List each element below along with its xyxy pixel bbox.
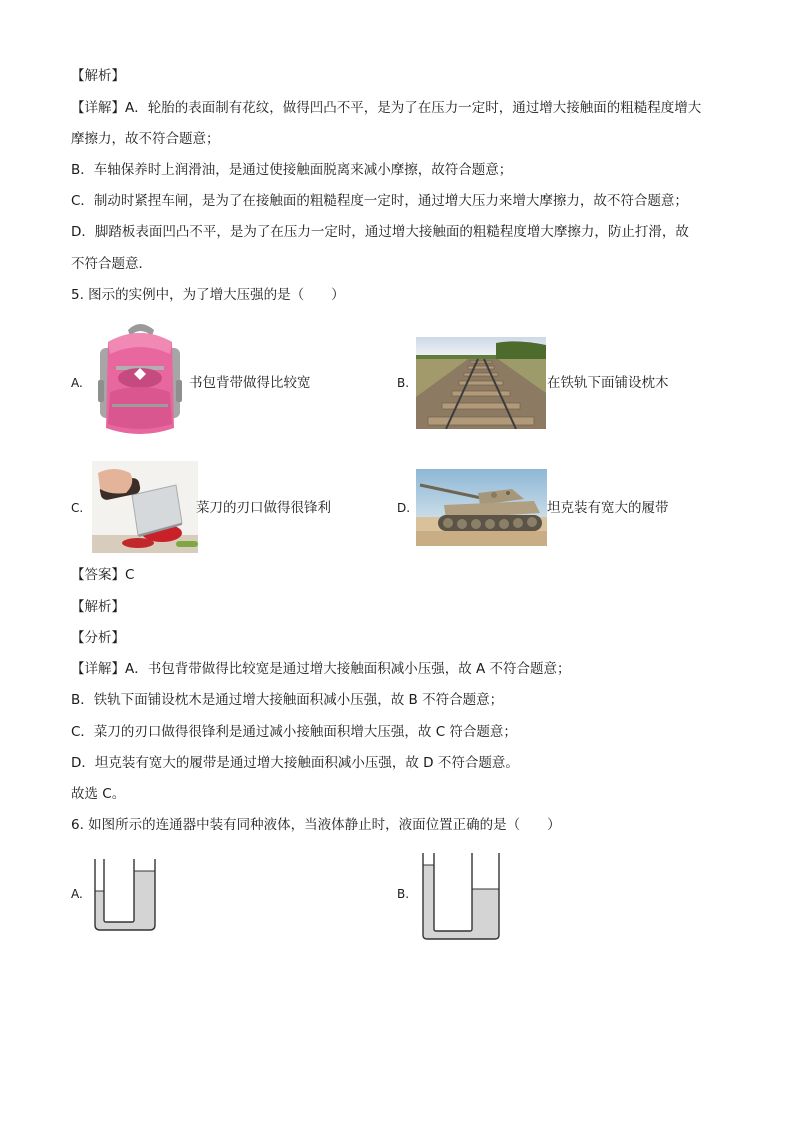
- option-d-text: 坦克装有宽大的履带: [547, 500, 669, 516]
- question-6-stem: 6. 如图所示的连通器中装有同种液体，当液体静止时，液面位置正确的是（ ）: [71, 817, 561, 833]
- u-tube-a: [92, 857, 158, 933]
- detail-line: B．车轴保养时上润滑油，是通过使接触面脱离来减小摩擦，故符合题意；: [71, 162, 513, 178]
- detail-line: C．制动时紧捏车闸，是为了在接触面的粗糙程度一定时，通过增大压力来增大摩擦力，故不符合题意；: [71, 193, 688, 209]
- conclusion: 故选 C。: [71, 786, 126, 802]
- railway-image: [416, 337, 546, 429]
- answer: 【答案】C: [71, 567, 135, 583]
- detail-line: B．铁轨下面铺设枕木是通过增大接触面积减小压强，故 B 不符合题意；: [71, 692, 504, 708]
- option-d-label: D.: [397, 501, 411, 515]
- detail-line: D．脚踏板表面凹凸不平，是为了在压力一定时，通过增大接触面的粗糙程度增大摩擦力，防止打滑，故: [71, 224, 689, 240]
- detail-line: 【详解】A．书包背带做得比较宽是通过增大接触面积减小压强，故 A 不符合题意；: [71, 661, 571, 677]
- backpack-image: [94, 320, 186, 442]
- option-a-label: A.: [71, 887, 83, 901]
- option-b-text: 在铁轨下面铺设枕木: [547, 375, 669, 391]
- option-c-text: 菜刀的刃口做得很锋利: [196, 500, 331, 516]
- detail-line: 不符合题意．: [71, 256, 152, 272]
- question-5-stem: 5. 图示的实例中，为了增大压强的是（ ）: [71, 287, 345, 303]
- u-tube-b: [420, 851, 502, 942]
- analysis-tag: 【解析】: [71, 599, 125, 615]
- detail-line: C．菜刀的刃口做得很锋利是通过减小接触面积增大压强，故 C 符合题意；: [71, 724, 517, 740]
- detail-line: D．坦克装有宽大的履带是通过增大接触面积减小压强，故 D 不符合题意。: [71, 755, 519, 771]
- detail-line: 【详解】A．轮胎的表面制有花纹，做得凹凸不平，是为了在压力一定时，通过增大接触面的粗糙程度增大: [71, 100, 702, 116]
- detail-line: 摩擦力，故不符合题意；: [71, 131, 220, 147]
- option-a-label: A.: [71, 376, 83, 390]
- tank-image: [416, 469, 547, 546]
- option-b-label: B.: [397, 887, 410, 901]
- analysis-tag: 【解析】: [71, 68, 125, 84]
- knife-image: [92, 461, 198, 553]
- option-b-label: B.: [397, 376, 410, 390]
- option-a-text: 书包背带做得比较宽: [189, 375, 311, 391]
- analyze-tag: 【分析】: [71, 630, 125, 646]
- option-c-label: C.: [71, 501, 84, 515]
